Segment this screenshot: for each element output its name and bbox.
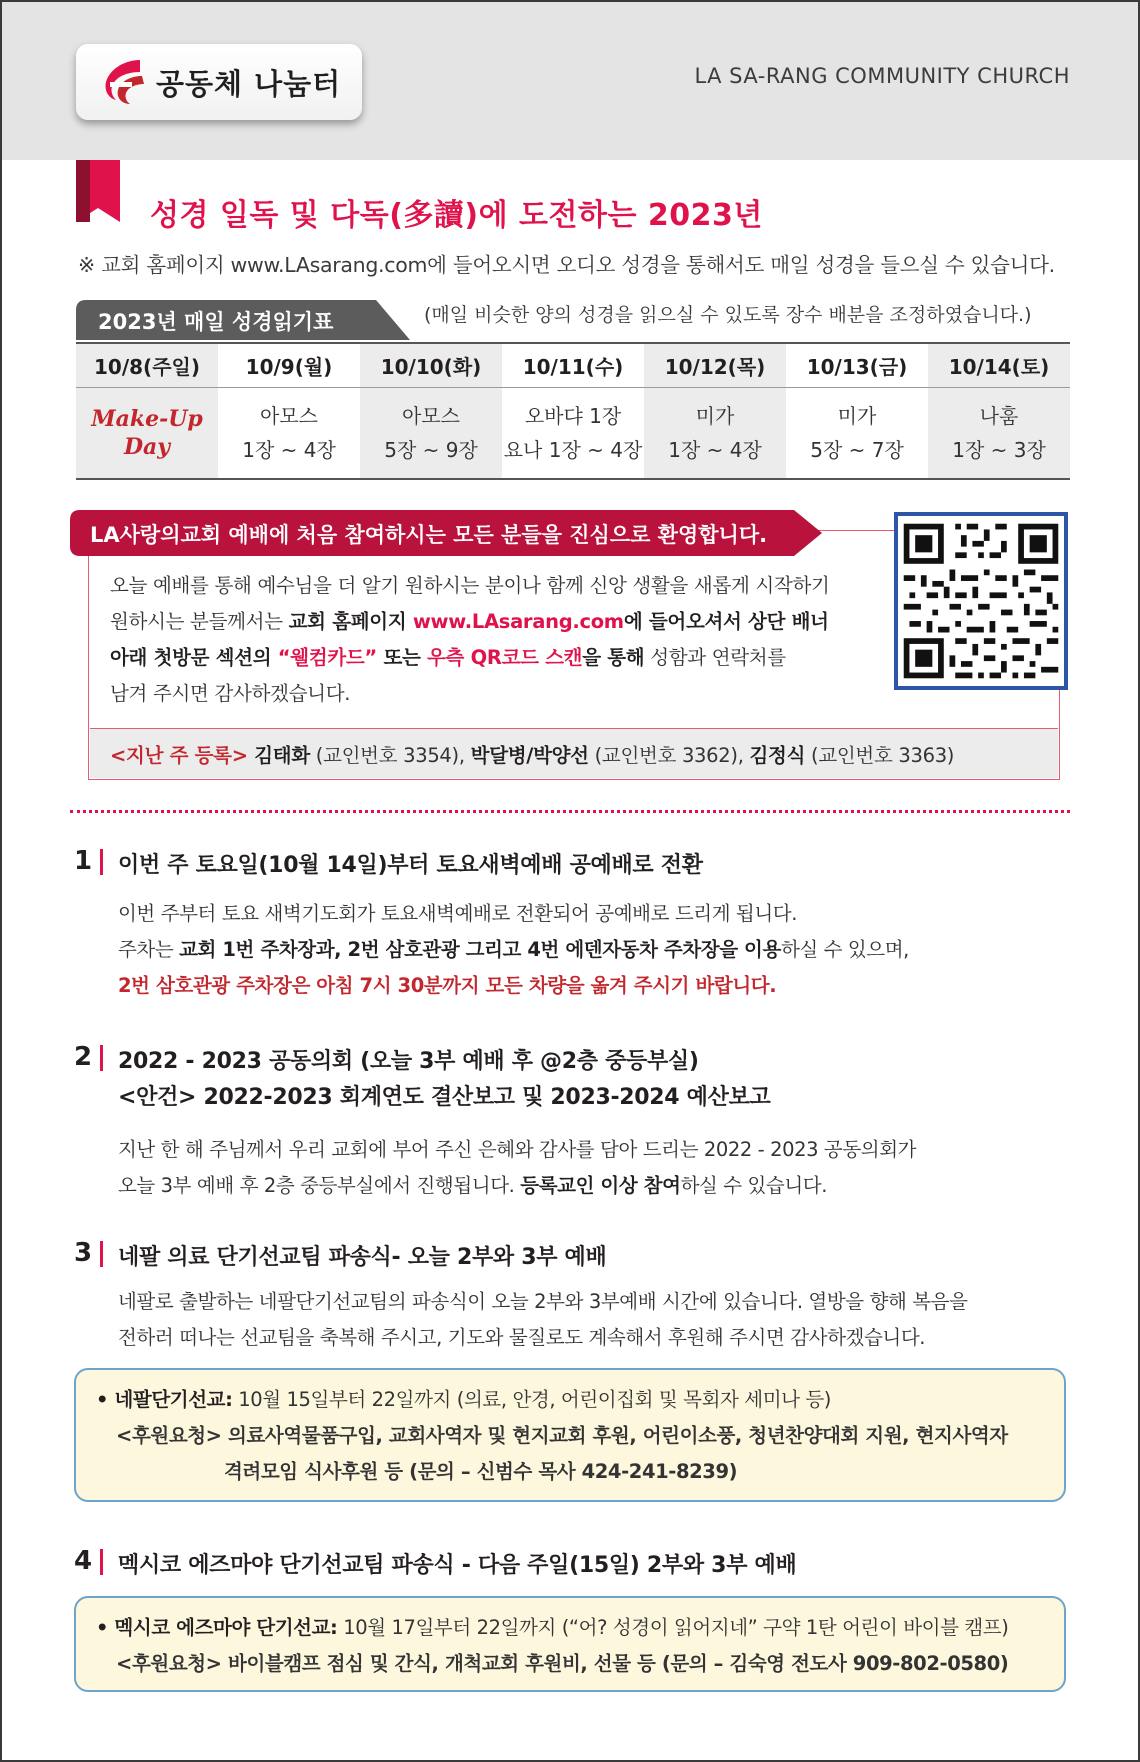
welcome-banner-text: LA사랑의교회 예배에 처음 참여하시는 모든 분들을 진심으로 환영합니다. bbox=[90, 523, 768, 547]
mission-line bbox=[96, 1384, 831, 1412]
body-text: 오늘 3부 예배 후 2층 중등부실에서 진행됩니다. bbox=[118, 1174, 521, 1197]
mission-label: • 멕시코 에즈마야 단기선교: bbox=[96, 1616, 338, 1639]
schedule-date: 10/8(주일) bbox=[76, 343, 218, 387]
reading-chapters: 요나 1장 ~ 4장 bbox=[503, 437, 643, 462]
mission-dates: 10월 17일부터 22일까지 (“어? 성경이 읽어지네” 구약 1탄 어린이 바이블 캠프) bbox=[337, 1616, 1009, 1639]
page-title: 성경 일독 및 다독(多讀)에 도전하는 2023년 bbox=[150, 198, 763, 233]
welcome-line bbox=[110, 640, 890, 676]
member-name: 김태화 bbox=[247, 744, 310, 767]
body-text-bold: 등록교인 이상 참여 bbox=[520, 1174, 681, 1197]
schedule-reading bbox=[76, 387, 218, 479]
reading-chapters: 1장 ~ 3장 bbox=[952, 437, 1046, 462]
reading-chapters: 1장 ~ 4장 bbox=[668, 437, 762, 462]
body-text: 하실 수 있으며, bbox=[780, 938, 909, 961]
section-body bbox=[118, 1284, 968, 1356]
section-marker bbox=[100, 849, 103, 875]
section-number: 2 bbox=[74, 1042, 93, 1072]
mission-line bbox=[96, 1612, 1008, 1640]
logo-badge bbox=[76, 44, 362, 120]
schedule-date: 10/10(화) bbox=[360, 343, 502, 387]
makeup-day-line1: Make-Up bbox=[91, 405, 203, 432]
schedule-reading-row bbox=[76, 387, 1070, 479]
support-request-line: <후원요청> 바이블캠프 점심 및 간식, 개척교회 후원비, 선물 등 (문의 – 김숙영 전도사 909-802-0580) bbox=[116, 1652, 1009, 1675]
member-name: 박달병/박양선 bbox=[470, 744, 589, 767]
homepage-link[interactable]: www.LAsarang.com bbox=[412, 610, 624, 633]
schedule-date: 10/12(목) bbox=[644, 343, 786, 387]
schedule-date: 10/14(토) bbox=[928, 343, 1070, 387]
body-text: 주차는 bbox=[118, 938, 180, 961]
qr-code[interactable] bbox=[894, 512, 1068, 690]
welcome-text: 원하시는 분들께서는 bbox=[110, 610, 289, 633]
reading-book: 나훔 bbox=[979, 403, 1019, 428]
body-line-highlight: 2번 삼호관광 주차장은 아침 7시 30분까지 모든 차량을 옮겨 주시기 바랍니다. bbox=[118, 974, 777, 997]
schedule-reading bbox=[360, 387, 502, 479]
schedule-reading bbox=[928, 387, 1070, 479]
member-number: (교인번호 3354), bbox=[309, 744, 471, 767]
body-line bbox=[118, 932, 909, 968]
welcome-text-bold: 아래 첫방문 섹션의 bbox=[110, 646, 278, 669]
schedule-date: 10/13(금) bbox=[786, 343, 928, 387]
body-line: 지난 한 해 주님께서 우리 교회에 부어 주신 은혜와 감사를 담아 드리는 2022 - 2023 공동의회가 bbox=[118, 1138, 917, 1161]
section-title: 멕시코 에즈마야 단기선교팀 파송식 - 다음 주일(15일) 2부와 3부 예배 bbox=[118, 1553, 797, 1578]
reading-schedule-table bbox=[76, 342, 1070, 480]
mission-label: • 네팔단기선교: bbox=[96, 1388, 233, 1411]
reading-book: 미가 bbox=[837, 403, 877, 428]
welcome-message bbox=[110, 568, 890, 712]
makeup-day-line2: Day bbox=[123, 433, 171, 460]
schedule-note: (매일 비슷한 양의 성경을 읽으실 수 있도록 장수 배분을 조정하였습니다.) bbox=[424, 304, 1032, 326]
audio-bible-note: ※ 교회 홈페이지 www.LAsarang.com에 들어오시면 오디오 성경을 통해서도 매일 성경을 들으실 수 있습니다. bbox=[78, 253, 1055, 277]
schedule-reading bbox=[644, 387, 786, 479]
reading-book: 미가 bbox=[695, 403, 735, 428]
section-title: 이번 주 토요일(10월 14일)부터 토요새벽예배 공예배로 전환 bbox=[118, 853, 703, 878]
body-text: 하실 수 있습니다. bbox=[680, 1174, 828, 1197]
mission-dates: 10월 15일부터 22일까지 (의료, 안경, 어린이집회 및 목회자 세미나 등) bbox=[232, 1388, 832, 1411]
support-request-line: <후원요청> 의료사역물품구입, 교회사역자 및 현지교회 후원, 어린이소풍, 청년찬양대회 지원, 현지사역자 bbox=[116, 1424, 1008, 1447]
section-title: 2022 - 2023 공동의회 (오늘 3부 예배 후 @2층 중등부실) bbox=[118, 1049, 699, 1074]
section-title: 네팔 의료 단기선교팀 파송식- 오늘 2부와 3부 예배 bbox=[118, 1245, 607, 1270]
schedule-reading bbox=[502, 387, 644, 479]
welcome-card-text: “웰컴카드” bbox=[277, 646, 377, 669]
welcome-text-bold: 에 들어오셔서 상단 배너 bbox=[623, 610, 829, 633]
reading-book: 아모스 bbox=[402, 403, 460, 428]
reading-chapters: 5장 ~ 7장 bbox=[810, 437, 904, 462]
church-name: LA SA-RANG COMMUNITY CHURCH bbox=[694, 64, 1070, 88]
schedule-date: 10/9(월) bbox=[218, 343, 360, 387]
member-name: 김정식 bbox=[749, 744, 806, 767]
section-number: 3 bbox=[74, 1238, 93, 1268]
section-number: 1 bbox=[74, 846, 93, 876]
reading-chapters: 1장 ~ 4장 bbox=[242, 437, 336, 462]
logo-text: 공동체 나눔터 bbox=[156, 66, 342, 101]
section-marker bbox=[100, 1045, 103, 1071]
section-body bbox=[118, 896, 909, 1004]
section-body bbox=[118, 1132, 916, 1204]
section-divider bbox=[70, 810, 1070, 813]
church-logo-icon bbox=[96, 54, 152, 110]
welcome-line bbox=[110, 604, 890, 640]
body-line bbox=[118, 1168, 916, 1204]
schedule-reading bbox=[786, 387, 928, 479]
section-marker bbox=[100, 1241, 103, 1267]
welcome-line: 오늘 예배를 통해 예수님을 더 알기 원하시는 분이나 함께 신앙 생활을 새롭게 시작하기 bbox=[110, 574, 830, 597]
schedule-header-row bbox=[76, 343, 1070, 387]
welcome-text: 성함과 연락처를 bbox=[644, 646, 786, 669]
registration-label: <지난 주 등록> bbox=[110, 744, 248, 767]
section-number: 4 bbox=[74, 1546, 93, 1576]
member-number: (교인번호 3362), bbox=[588, 744, 750, 767]
schedule-date: 10/11(수) bbox=[502, 343, 644, 387]
section-subtitle: <안건> 2022-2023 회계연도 결산보고 및 2023-2024 예산보고 bbox=[118, 1085, 771, 1110]
body-line: 네팔로 출발하는 네팔단기선교팀의 파송식이 오늘 2부와 3부예배 시간에 있습니다. 열방을 향해 복음을 bbox=[118, 1290, 968, 1313]
bookmark-icon bbox=[76, 160, 120, 222]
welcome-line: 남겨 주시면 감사하겠습니다. bbox=[110, 682, 351, 705]
welcome-text-bold: 교회 홈페이지 bbox=[288, 610, 413, 633]
member-number: (교인번호 3363) bbox=[805, 744, 955, 767]
mexico-mission-box bbox=[74, 1596, 1066, 1692]
reading-chapters: 5장 ~ 9장 bbox=[384, 437, 478, 462]
qr-scan-text: 우측 QR코드 스캔 bbox=[427, 646, 583, 669]
welcome-text-bold: 을 통해 bbox=[582, 646, 645, 669]
schedule-tab-label: 2023년 매일 성경읽기표 bbox=[98, 310, 334, 334]
body-text-bold: 교회 1번 주차장과, 2번 삼호관광 그리고 4번 에덴자동차 주차장을 이용 bbox=[179, 938, 781, 961]
reading-book: 오바댜 1장 bbox=[524, 403, 622, 428]
qr-code-icon bbox=[898, 516, 1064, 686]
support-request-line: 격려모임 식사후원 등 (문의 – 신범수 목사 424-241-8239) bbox=[224, 1460, 738, 1483]
body-line: 전하러 떠나는 선교팀을 축복해 주시고, 기도와 물질로도 계속해서 후원해 주시면 감사하겠습니다. bbox=[118, 1326, 926, 1349]
reading-book: 아모스 bbox=[260, 403, 318, 428]
body-line: 이번 주부터 토요 새벽기도회가 토요새벽예배로 전환되어 공예배로 드리게 됩니다. bbox=[118, 902, 798, 925]
section-marker bbox=[100, 1549, 103, 1575]
registration-text bbox=[110, 740, 954, 768]
schedule-reading bbox=[218, 387, 360, 479]
welcome-text-bold: 또는 bbox=[376, 646, 428, 669]
